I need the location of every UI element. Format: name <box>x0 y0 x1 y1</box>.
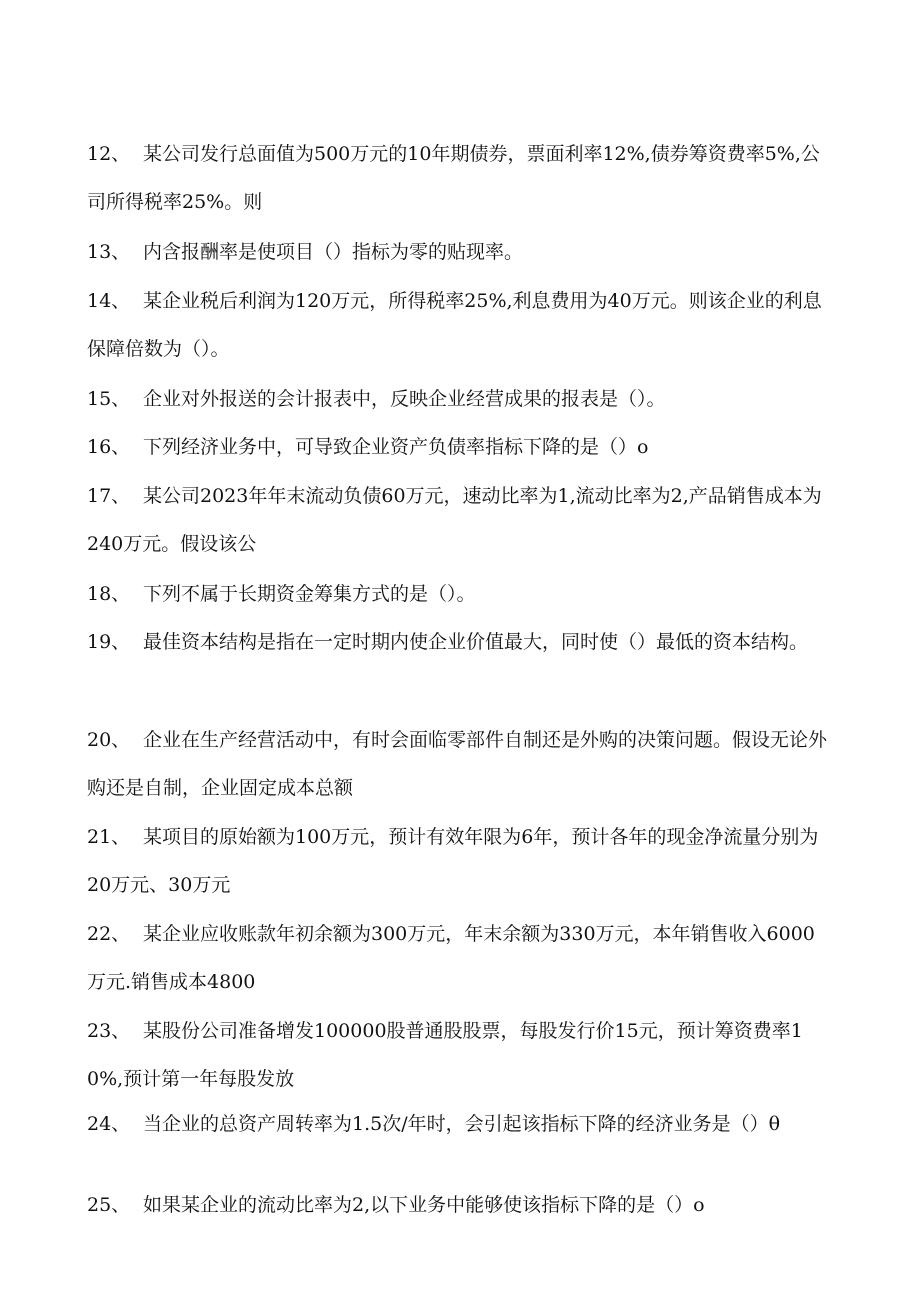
question-text: 某公司发行总面值为500万元的10年期债券，票面利率12%,债券筹资费率5%,公司所得税率25%。则 <box>87 143 820 213</box>
question-text: 当企业的总资产周转率为1.5次/年时，会引起该指标下降的经济业务是（）θ <box>143 1113 781 1135</box>
question-item <box>87 813 827 909</box>
question-text: 最佳资本结构是指在一定时期内使企业价值最大，同时使（）最低的资本结构。 <box>143 631 809 653</box>
question-text: 某企业应收账款年初余额为300万元，年末余额为330万元，本年销售收入6000万元.销售成本4800 <box>87 923 815 993</box>
question-number: 13、 <box>87 241 131 263</box>
question-item <box>87 375 827 423</box>
question-item <box>87 1181 827 1229</box>
question-item <box>87 228 827 276</box>
question-number: 24、 <box>87 1113 131 1135</box>
question-item <box>87 910 827 1006</box>
question-item <box>87 570 827 618</box>
question-number: 25、 <box>87 1194 131 1216</box>
question-item <box>87 277 827 373</box>
question-number: 23、 <box>87 1020 131 1042</box>
question-item <box>87 716 827 812</box>
question-text: 企业在生产经营活动中，有时会面临零部件自制还是外购的决策问题。假设无论外购还是自制，企业固定成本总额 <box>87 729 828 799</box>
question-number: 14、 <box>87 290 131 312</box>
question-text: 如果某企业的流动比率为2,以下业务中能够使该指标下降的是（）o <box>143 1194 705 1216</box>
question-text: 下列不属于长期资金筹集方式的是（）。 <box>143 583 476 605</box>
question-number: 18、 <box>87 583 131 605</box>
question-text: 内含报酬率是使项目（）指标为零的贴现率。 <box>143 241 524 263</box>
question-number: 21、 <box>87 826 131 848</box>
question-number: 22、 <box>87 923 131 945</box>
question-item <box>87 130 827 226</box>
question-item <box>87 1007 827 1103</box>
question-item <box>87 423 827 471</box>
question-text: 某企业税后利润为120万元，所得税率25%,利息费用为40万元。则该企业的利息保障倍数为（）。 <box>87 290 822 360</box>
question-number: 19、 <box>87 631 131 653</box>
question-number: 12、 <box>87 143 131 165</box>
question-item <box>87 618 827 666</box>
question-text: 某股份公司准备增发100000股普通股股票，每股发行价15元，预计筹资费率10%,预计第一年每股发放 <box>87 1020 803 1090</box>
question-text: 下列经济业务中，可导致企业资产负债率指标下降的是（）o <box>143 436 649 458</box>
question-number: 20、 <box>87 729 131 751</box>
question-number: 15、 <box>87 388 131 410</box>
question-number: 16、 <box>87 436 131 458</box>
question-item <box>87 472 827 568</box>
question-text: 某项目的原始额为100万元，预计有效年限为6年，预计各年的现金净流量分别为20万元、30万元 <box>87 826 819 896</box>
question-text: 某公司2023年年末流动负债60万元，速动比率为1,流动比率为2,产品销售成本为240万元。假设该公 <box>87 485 822 555</box>
question-text: 企业对外报送的会计报表中，反映企业经营成果的报表是（）。 <box>143 388 666 410</box>
question-number: 17、 <box>87 485 131 507</box>
question-item <box>87 1105 827 1143</box>
